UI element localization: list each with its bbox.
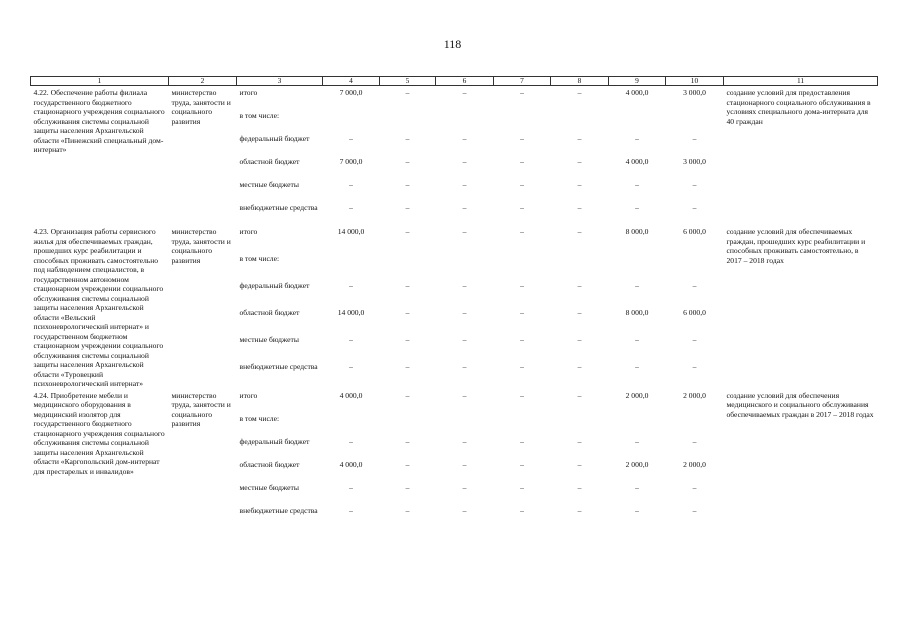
- amount-cell: [494, 110, 551, 133]
- amount-cell: 2 000,0: [625, 459, 649, 469]
- amount-cell: 2 000,0: [683, 459, 706, 469]
- table-row: [31, 86, 878, 111]
- amount-cell: [323, 110, 380, 133]
- amount-cell: [380, 110, 436, 133]
- table-body: [31, 86, 878, 528]
- amount-cell: –: [520, 505, 524, 515]
- funding-source: в том числе:: [239, 111, 280, 120]
- amount-cell: –: [405, 482, 410, 492]
- amount-cell: [609, 253, 666, 280]
- item-description: 4.23. Организация работы сервисного жилья для обеспечиваемых граждан, прошедших курс реабилитации и способных проживать самостоятельно под наблюдением специалистов, в государственном автономном стационарном учреждении социального обслуживания системы социальной защиты населения Архангельской области «Вельский психоневрологический интернат» и государственном бюджетном стационарном учреждении социального обслуживания системы социальной защиты населения Архангельской области «Туровецкий психоневрологический интернат»: [33, 227, 164, 388]
- amount-cell: –: [520, 227, 524, 236]
- amount-cell: –: [462, 335, 467, 345]
- amount-cell: –: [405, 157, 410, 166]
- funding-source: внебюджетные средства: [239, 203, 318, 212]
- amount-cell: –: [462, 390, 467, 400]
- budget-table: [30, 76, 878, 528]
- amount-cell: –: [577, 281, 582, 291]
- amount-cell: –: [462, 88, 467, 97]
- amount-cell: –: [520, 482, 524, 492]
- funding-source: итого: [239, 88, 258, 97]
- amount-cell: –: [462, 281, 467, 291]
- amount-cell: –: [462, 505, 467, 515]
- funding-source: местные бюджеты: [239, 180, 299, 189]
- amount-cell: 4 000,0: [339, 390, 363, 400]
- amount-cell: –: [635, 281, 639, 291]
- amount-cell: –: [462, 362, 467, 372]
- amount-cell: –: [577, 180, 582, 189]
- amount-cell: [551, 110, 609, 133]
- amount-cell: –: [635, 362, 639, 372]
- column-header-11: 11: [724, 77, 878, 86]
- amount-cell: [436, 253, 494, 280]
- executor: министерство труда, занятости и социального развития: [171, 88, 231, 126]
- amount-cell: –: [577, 134, 582, 143]
- amount-cell: [323, 253, 380, 280]
- column-header-8: 8: [551, 77, 609, 86]
- amount-cell: –: [405, 203, 410, 212]
- amount-cell: –: [577, 505, 582, 515]
- amount-cell: –: [405, 505, 410, 515]
- amount-cell: 4 000,0: [339, 459, 363, 469]
- amount-cell: –: [635, 203, 639, 212]
- table-row: [31, 389, 878, 413]
- amount-cell: –: [520, 390, 524, 400]
- amount-cell: –: [462, 157, 467, 166]
- funding-source: федеральный бюджет: [239, 436, 310, 446]
- amount-cell: [494, 253, 551, 280]
- amount-cell: –: [635, 482, 639, 492]
- amount-cell: [323, 413, 380, 436]
- amount-cell: –: [577, 157, 582, 166]
- amount-cell: 8 000,0: [625, 308, 649, 318]
- column-header-5: 5: [380, 77, 436, 86]
- funding-source: местные бюджеты: [239, 335, 299, 345]
- amount-cell: 3 000,0: [683, 157, 706, 166]
- amount-cell: –: [577, 308, 582, 318]
- executor: министерство труда, занятости и социального развития: [171, 390, 231, 428]
- amount-cell: –: [405, 308, 410, 318]
- amount-cell: –: [692, 362, 697, 372]
- amount-cell: –: [405, 281, 410, 291]
- amount-cell: [609, 413, 666, 436]
- column-header-2: 2: [169, 77, 237, 86]
- funding-source: в том числе:: [239, 413, 280, 423]
- amount-cell: –: [692, 482, 697, 492]
- amount-cell: [551, 253, 609, 280]
- amount-cell: –: [349, 180, 353, 189]
- amount-cell: 14 000,0: [337, 308, 365, 318]
- amount-cell: –: [349, 134, 353, 143]
- amount-cell: –: [462, 308, 467, 318]
- amount-cell: –: [462, 203, 467, 212]
- amount-cell: [494, 413, 551, 436]
- amount-cell: –: [405, 335, 410, 345]
- amount-cell: –: [635, 505, 639, 515]
- page-number: 118: [443, 37, 462, 51]
- table-row: [31, 225, 878, 253]
- amount-cell: –: [349, 335, 353, 345]
- amount-cell: –: [635, 134, 639, 143]
- amount-cell: –: [349, 281, 353, 291]
- amount-cell: –: [577, 482, 582, 492]
- amount-cell: –: [349, 505, 353, 515]
- amount-cell: –: [520, 134, 524, 143]
- amount-cell: [609, 110, 666, 133]
- amount-cell: –: [692, 436, 697, 446]
- column-header-7: 7: [494, 77, 551, 86]
- amount-cell: 6 000,0: [683, 227, 706, 236]
- amount-cell: 8 000,0: [625, 227, 649, 236]
- executor: министерство труда, занятости и социального развития: [171, 227, 231, 265]
- amount-cell: 14 000,0: [337, 227, 365, 236]
- amount-cell: –: [405, 88, 410, 97]
- amount-cell: [666, 110, 724, 133]
- amount-cell: [380, 413, 436, 436]
- column-header-3: 3: [237, 77, 323, 86]
- amount-cell: [380, 253, 436, 280]
- item-description: 4.24. Приобретение мебели и медицинского оборудования в медицинский изолятор для государственного бюджетного стационарного учреждения социального обслуживания системы социальной защиты населения Архангельской области «Каргопольский дом-интернат для престарелых и инвалидов»: [33, 390, 165, 476]
- amount-cell: –: [635, 436, 639, 446]
- amount-cell: –: [462, 134, 467, 143]
- amount-cell: –: [520, 203, 524, 212]
- amount-cell: –: [520, 335, 524, 345]
- column-header-6: 6: [436, 77, 494, 86]
- amount-cell: –: [577, 436, 582, 446]
- amount-cell: –: [692, 203, 697, 212]
- amount-cell: –: [405, 134, 410, 143]
- funding-source: внебюджетные средства: [239, 505, 318, 515]
- item-description: 4.22. Обеспечение работы филиала государственного бюджетного стационарного учреждения социального обслуживания системы социальной защиты населения Архангельской области «Пинежский специальный дом-интернат»: [33, 88, 165, 154]
- amount-cell: 3 000,0: [683, 88, 706, 97]
- amount-cell: –: [692, 180, 697, 189]
- expected-result: создание условий для обеспечиваемых граждан, прошедших курс реабилитации и способных проживать самостоятельно, в 2017 – 2018 годах: [726, 227, 866, 265]
- amount-cell: 2 000,0: [683, 390, 706, 400]
- funding-source: внебюджетные средства: [239, 362, 318, 372]
- funding-source: областной бюджет: [239, 157, 300, 166]
- amount-cell: [551, 413, 609, 436]
- amount-cell: 6 000,0: [683, 308, 706, 318]
- amount-cell: –: [520, 308, 524, 318]
- amount-cell: –: [520, 459, 524, 469]
- amount-cell: –: [462, 180, 467, 189]
- table-header: [31, 77, 878, 86]
- column-header-10: 10: [666, 77, 724, 86]
- amount-cell: –: [577, 335, 582, 345]
- amount-cell: –: [349, 436, 353, 446]
- amount-cell: –: [405, 390, 410, 400]
- amount-cell: [436, 110, 494, 133]
- amount-cell: –: [635, 180, 639, 189]
- amount-cell: –: [520, 157, 524, 166]
- amount-cell: –: [577, 459, 582, 469]
- amount-cell: –: [462, 227, 467, 236]
- amount-cell: –: [635, 335, 639, 345]
- amount-cell: –: [577, 203, 582, 212]
- amount-cell: –: [577, 88, 582, 97]
- funding-source: областной бюджет: [239, 308, 300, 318]
- column-header-4: 4: [323, 77, 380, 86]
- column-header-1: 1: [31, 77, 169, 86]
- amount-cell: 2 000,0: [625, 390, 649, 400]
- amount-cell: [666, 253, 724, 280]
- amount-cell: –: [577, 362, 582, 372]
- amount-cell: –: [692, 505, 697, 515]
- amount-cell: –: [577, 390, 582, 400]
- expected-result: создание условий для предоставления стационарного социального обслуживания в условиях специального дома-интерната для 40 граждан: [726, 88, 871, 126]
- amount-cell: –: [520, 362, 524, 372]
- amount-cell: –: [349, 482, 353, 492]
- amount-cell: –: [520, 180, 524, 189]
- amount-cell: –: [405, 436, 410, 446]
- amount-cell: –: [349, 362, 353, 372]
- column-header-9: 9: [609, 77, 666, 86]
- amount-cell: –: [577, 227, 582, 236]
- amount-cell: [436, 413, 494, 436]
- amount-cell: –: [405, 227, 410, 236]
- amount-cell: 4 000,0: [625, 157, 649, 166]
- funding-source: итого: [239, 390, 258, 400]
- amount-cell: –: [462, 482, 467, 492]
- expected-result: создание условий для обеспечения медицинского и социального обслуживания обеспечиваемых граждан в 2017 – 2018 годах: [726, 390, 874, 419]
- amount-cell: 7 000,0: [339, 88, 363, 97]
- amount-cell: –: [405, 180, 410, 189]
- amount-cell: [666, 413, 724, 436]
- funding-source: федеральный бюджет: [239, 134, 310, 143]
- amount-cell: 4 000,0: [625, 88, 649, 97]
- amount-cell: –: [462, 436, 467, 446]
- amount-cell: –: [692, 335, 697, 345]
- amount-cell: –: [405, 459, 410, 469]
- amount-cell: –: [520, 88, 524, 97]
- funding-source: федеральный бюджет: [239, 281, 310, 291]
- funding-source: областной бюджет: [239, 459, 300, 469]
- amount-cell: 7 000,0: [339, 157, 363, 166]
- amount-cell: –: [405, 362, 410, 372]
- amount-cell: –: [692, 134, 697, 143]
- funding-source: итого: [239, 227, 258, 236]
- funding-source: в том числе:: [239, 254, 280, 264]
- amount-cell: –: [349, 203, 353, 212]
- funding-source: местные бюджеты: [239, 482, 299, 492]
- amount-cell: –: [520, 436, 524, 446]
- amount-cell: –: [692, 281, 697, 291]
- amount-cell: –: [462, 459, 467, 469]
- amount-cell: –: [520, 281, 524, 291]
